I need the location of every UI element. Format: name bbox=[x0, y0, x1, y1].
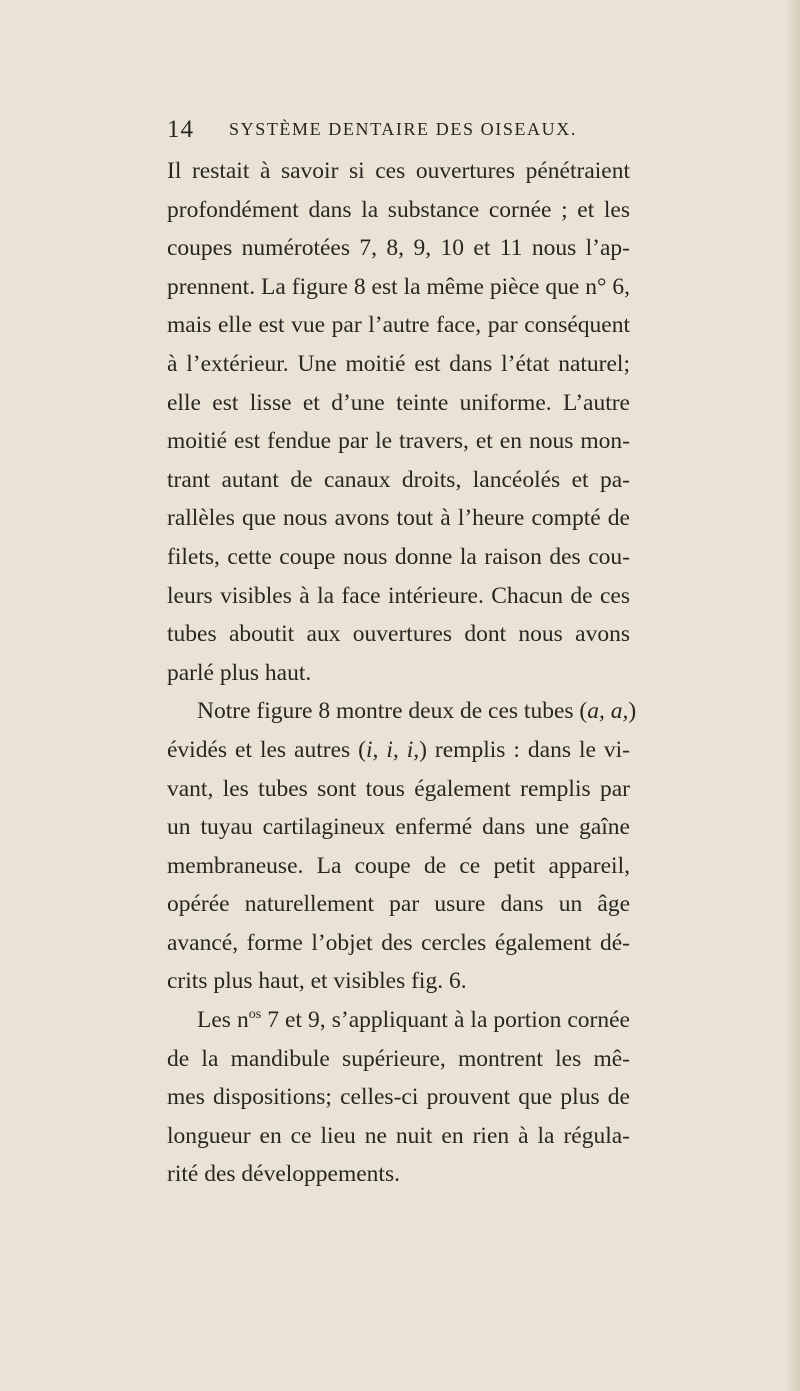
text-span: évidés et les autres ( bbox=[167, 736, 366, 763]
text-line: longueur en ce lieu ne nuit en rien à la régula- bbox=[167, 1122, 630, 1149]
text-line: opérée naturellement par usure dans un âge bbox=[167, 891, 630, 918]
text-line: mais elle est vue par l’autre face, par conséquent bbox=[167, 312, 630, 339]
text-span: 7 et 9, s’appliquant à la portion cornée bbox=[261, 1007, 630, 1034]
text-line: membraneuse. La coupe de ce petit appareil, bbox=[167, 852, 630, 879]
text-line: leurs visibles à la face intérieure. Chacun de ces bbox=[167, 582, 630, 609]
page-edge-shadow bbox=[786, 0, 800, 1391]
superscript: os bbox=[248, 1007, 262, 1023]
body-text bbox=[167, 152, 637, 1194]
text-span: Les n bbox=[197, 1007, 249, 1034]
text-line: trant autant de canaux droits, lancéolés et pa- bbox=[167, 466, 630, 493]
text-line-compound bbox=[167, 692, 637, 731]
text-line-compound bbox=[167, 1001, 630, 1040]
text-line: à l’extérieur. Une moitié est dans l’état naturel; bbox=[167, 350, 630, 377]
text-line: filets, cette coupe nous donne la raison des cou- bbox=[167, 543, 630, 570]
text-span: Notre figure 8 montre deux de ces tubes ( bbox=[197, 698, 588, 725]
text-line: crits plus haut, et visibles fig. 6. bbox=[167, 968, 467, 995]
text-line: vant, les tubes sont tous également remplis par bbox=[167, 775, 630, 802]
italic-label: i, i, i, bbox=[365, 736, 420, 763]
text-line: mes dispositions; celles-ci prouvent que plus de bbox=[167, 1084, 630, 1111]
text-line: rallèles que nous avons tout à l’heure compté de bbox=[167, 505, 630, 532]
text-line: profondément dans la substance cornée ; et les bbox=[167, 196, 630, 223]
text-line: moitié est fendue par le travers, et en nous mon- bbox=[167, 428, 630, 455]
text-line: elle est lisse et d’une teinte uniforme. L’autre bbox=[167, 389, 630, 416]
page-header bbox=[167, 116, 637, 146]
text-line: avancé, forme l’objet des cercles également dé- bbox=[167, 929, 630, 956]
text-line: coupes numérotées 7, 8, 9, 10 et 11 nous l’ap- bbox=[167, 235, 630, 262]
running-title: SYSTÈME DENTAIRE DES OISEAUX. bbox=[229, 119, 577, 139]
text-line: rité des développements. bbox=[167, 1161, 400, 1188]
text-line-compound bbox=[167, 731, 630, 770]
text-line: de la mandibule supérieure, montrent les mê- bbox=[167, 1045, 630, 1072]
text-line: parlé plus haut. bbox=[167, 659, 312, 686]
text-span: ) remplis : dans le vi- bbox=[419, 736, 630, 763]
text-line: Il restait à savoir si ces ouvertures pénétraient bbox=[167, 158, 630, 184]
text-span: ) bbox=[628, 698, 637, 725]
text-line: tubes aboutit aux ouvertures dont nous avons bbox=[167, 621, 630, 648]
text-line: un tuyau cartilagineux enfermé dans une gaîne bbox=[167, 814, 630, 841]
page-number: 14 bbox=[167, 116, 194, 143]
text-line: prennent. La figure 8 est la même pièce que n° 6, bbox=[167, 273, 630, 300]
italic-label: a, a, bbox=[587, 698, 629, 725]
